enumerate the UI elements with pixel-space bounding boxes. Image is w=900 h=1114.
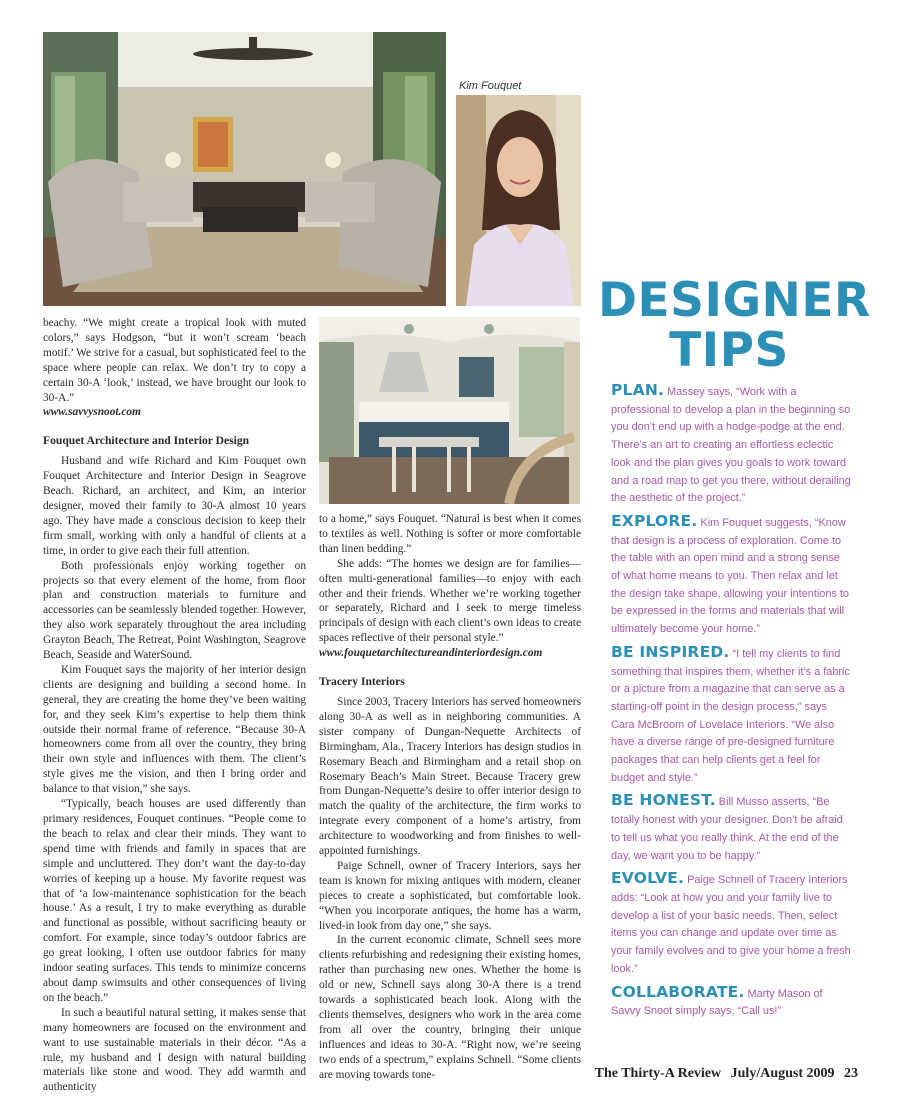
tip-heading: BE HONEST.: [611, 791, 716, 810]
tip-heading: PLAN.: [611, 381, 665, 399]
tip-item: [611, 870, 851, 978]
portrait-photo: [456, 95, 581, 306]
photo-caption: Kim Fouquet: [459, 80, 522, 92]
tip-item: [611, 382, 851, 508]
designer-tips-list: [611, 382, 851, 1026]
website-link[interactable]: www.savvysnoot.com: [43, 406, 141, 419]
title-line: DESIGNER: [598, 273, 871, 328]
section-heading: Fouquet Architecture and Interior Design: [43, 434, 250, 448]
tip-item: [611, 984, 851, 1021]
paragraph: In the current economic climate, Schnell sees more clients refurbishing and redesigning their existing homes, rather than purchasing new ones. Whether the home is old or new, Schnell says along 30-A there is a trend towards a sophisticated beach look. Along with the clients themselves, designers who work in the area come from all over the country, bringing their unique influences and ideas to 30-A. “Right now, we’re seeing two ends of a spectrum,” explains Schnell. “Some clients are moving towards tone-: [319, 934, 581, 1081]
article-column-1: [43, 316, 306, 1095]
paragraph: Both professionals enjoy working together on projects so that every element of the home, from floor plan and construction materials to furniture and accessories can be seamlessly blended together. However, they also work separately throughout the area including Grayton Beach, The Retreat, Point Washington, Seagrove Beach, Seaside and WaterSound.: [43, 559, 306, 662]
tip-text: Massey says, “Work with a professional to develop a plan in the beginning so you don’t end up with a hodge-podge at the end. There’s an art to creating an effortless eclectic look and the plan gives you goals to work toward and a road map to get you there, without derailing the aesthetic of the project.”: [611, 386, 851, 505]
paragraph: Kim Fouquet says the majority of her interior design clients are designing and building a second home. In general, they are creating the home they’ve been waiting for, and they seek Kim’s expertise to help them think outside their normal frame of reference. “Because 30-A homeowners come from all over the country, they bring their own style and influences with them. The client’s style gives me the vision, and then I bring order and balance to that vision,” she says.: [43, 663, 306, 796]
living-room-photo: [43, 32, 446, 306]
tip-text: “I tell my clients to find something that inspires them, whether it’s a fabric or a picture from a magazine that can serve as a starting-off point in the design process,” says Cara McBroom of Lovelace Interiors. “We also have a diverse range of pre-designed furniture packages that can help clients get a feel for budget and style.”: [611, 647, 850, 784]
kitchen-photo: [319, 317, 580, 504]
tip-text: Paige Schnell of Tracery Interiors adds: “Look at how you and your family live to develop a list of your basic needs. Then, select items you can change and update over time as your family evolves and to give your home a fresh look.”: [611, 874, 851, 975]
tip-heading: BE INSPIRED.: [611, 642, 730, 661]
tip-heading: EXPLORE.: [611, 511, 698, 530]
tip-item: [611, 513, 851, 639]
publication-name: The Thirty-A Review: [594, 1066, 722, 1081]
paragraph: Husband and wife Richard and Kim Fouquet own Fouquet Architecture and Interior Design in Seagrove Beach. Richard, an architect, and Kim, an interior designer, moved their family to 30-A almost 10 years ago. They have made a conscious decision to keep their firm small, working with only a handful of clients at a time, in order to give each their full attention.: [43, 455, 306, 557]
article-column-2: [319, 512, 581, 1083]
tip-text: Kim Fouquet suggests, “Know that design is a process of exploration. Come to the table with an open mind and a strong sense of what home means to you. Then relax and let the design take shape, allowing your intentions to be expressed in the forms and materials that will ultimately become your home.”: [611, 516, 849, 636]
issue-date: July/August 2009: [730, 1066, 835, 1081]
title-line: TIPS: [669, 323, 789, 378]
paragraph: Since 2003, Tracery Interiors has served homeowners along 30-A as well as in neighboring communities. A sister company of Dungan-Nequette Architects of Birmingham, Ala., Tracery Interiors has design studios in Rosemary Beach and Birmingham and a retail shop on Rosemary Beach’s Main Street. Because Tracery grew from Dungan-Nequette’s desire to offer interior design to match the quality of the architecture, the firm works to integrate every component of a home’s artistry, from architecture to woodworking and from finishes to well-appointed furnishings.: [319, 695, 581, 858]
website-link[interactable]: www.fouquetarchitectureandinteriordesign.com: [319, 647, 543, 660]
portrait-illustration: [456, 95, 581, 306]
paragraph: Paige Schnell, owner of Tracery Interiors, says her team is known for mixing antiques with modern, cleaner pieces to create a sophisticated, but comfortable look. “When you incorporate antiques, the home has a warm, lived-in look from day one,” she says.: [319, 859, 581, 932]
page-footer: [589, 1066, 858, 1082]
paragraph: to a home,” says Fouquet. “Natural is best when it comes to textiles as well. Nothing is softer or more comfortable than linen bedding.”: [319, 513, 581, 555]
paragraph: She adds: “The homes we design are for families—often multi-generational families—to enjoy with each other and their friends. Whether we’re working together or separately, Richard and I seek to merge timeless principals of design with each client’s own ideas to create spaces reflective of their personal style.”: [319, 557, 581, 645]
designer-tips-title: [598, 273, 871, 378]
tip-text: Marty Mason of Savvy Snoot simply says, “Call us!”: [611, 987, 823, 1018]
tip-item: [611, 792, 851, 865]
paragraph: “Typically, beach houses are used differently than primary residences, Fouquet continues. “People come to the beach to relax and clear their minds. They want to spend time with friends and family in spaces that are simple and uncluttered. They don’t want the day-to-day worries of keeping up a house. My favorite request was that of ‘a low-maintenance sophistication for the beach house.’ As a result, I try to make everything as durable and functional as possible, without sacrificing beauty or comfort. For example, since today’s outdoor fabrics are go great looking, I often use outdoor fabrics for many indoor seating surfaces. This tends to minimize concerns about damp swimsuits and other consequences of living on the beach.”: [43, 798, 306, 1004]
page-number: 23: [844, 1066, 858, 1081]
tip-heading: COLLABORATE.: [611, 982, 745, 1001]
living-room-illustration: [43, 32, 446, 306]
paragraph: In such a beautiful natural setting, it makes sense that many homeowners are focused on the environment and want to use sustainable materials in their décor. “As a rule, my husband and I design with natural building materials like stone and wood. They add warmth and authenticity: [43, 1006, 306, 1094]
tip-text: Bill Musso asserts, “Be totally honest with your designer. Don’t be afraid to tell us what you really think. At the end of the day, we want you to be happy.”: [611, 796, 843, 862]
section-heading: Tracery Interiors: [319, 675, 405, 689]
paragraph: beachy. “We might create a tropical look with muted colors,” says Hodgson, “but it won’t scream ‘beach motif.’ We strive for a casual, but sophisticated feel to the space where people can relax. We don’t try to copy a certain 30-A ‘look,’ instead, we have brought our look to 30-A.”: [43, 317, 306, 404]
kitchen-illustration: [319, 317, 580, 504]
tip-heading: EVOLVE.: [611, 869, 685, 888]
tip-item: [611, 644, 851, 788]
